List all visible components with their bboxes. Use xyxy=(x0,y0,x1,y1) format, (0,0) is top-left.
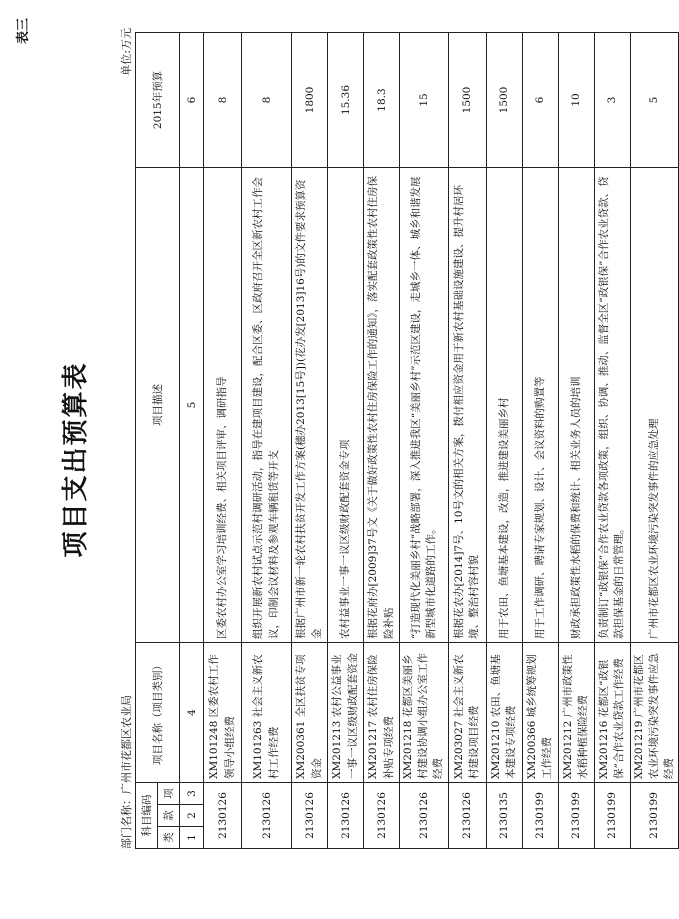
index-xiang: 3 xyxy=(180,782,204,804)
budget-cell: 10 xyxy=(558,32,594,167)
index-name: 4 xyxy=(180,642,204,782)
subject-code-cell: 2130126 xyxy=(328,782,364,848)
project-desc-cell: 用于农田、鱼塘基本建设，改造，推进建设美丽乡村 xyxy=(486,167,522,642)
subject-code-cell: 2130199 xyxy=(630,782,679,848)
department-label: 部门名称：广州市花都区农业局 xyxy=(120,695,133,849)
project-desc-cell: 负责制订“政银保”合作农业贷款各项政策，组织、协调、推动、监督全区“政银保”合作农业贷款、贷款担保基金的日常管理。 xyxy=(594,167,630,642)
unit-label: 单位:万元 xyxy=(120,28,133,76)
table-row xyxy=(594,32,630,848)
project-name-cell: XM201219 广州市花都区农业环境污染突发事件应急经费 xyxy=(630,642,679,782)
index-budget: 6 xyxy=(180,32,204,167)
project-desc-cell: 区委农村办公室学习培训经费、相关项目评审、调研指导 xyxy=(204,167,242,642)
subject-code-cell: 2130126 xyxy=(448,782,486,848)
project-name-cell: XM201218 花都区美丽乡村建设协调小组办公室工作经费 xyxy=(400,642,449,782)
table-row xyxy=(522,32,558,848)
subject-code-cell: 2130199 xyxy=(558,782,594,848)
subject-code-cell: 2130126 xyxy=(204,782,242,848)
budget-cell: 3 xyxy=(594,32,630,167)
project-desc-cell: 用于工作调研、聘请专家规划、设计、会议资料的购置等 xyxy=(522,167,558,642)
project-desc-cell: 组织开展新农村试点示范村调研活动，指导在建项目建设，配合区委、区政府召开全区新农村工作会议，印制会议材料及参观车辆租赁等开支 xyxy=(242,167,292,642)
budget-cell: 8 xyxy=(204,32,242,167)
subject-code-cell: 2130135 xyxy=(486,782,522,848)
project-desc-cell: 根据花农办[2014]7号、10号文的相关方案，拨付相应资金用于新农村基础设施建设、提升村居环境、整治村容村貌 xyxy=(448,167,486,642)
index-lei: 1 xyxy=(180,827,204,849)
table-row xyxy=(242,32,292,848)
project-name-cell: XM200366 城乡统筹规划工作经费 xyxy=(522,642,558,782)
subject-code-cell: 2130126 xyxy=(292,782,328,848)
project-desc-cell: “打造现代化美丽乡村”战略部署，深入推进我区“美丽乡村”示范区建设，走城乡一体、城乡和谐发展新型城市化道路的工作。 xyxy=(400,167,449,642)
budget-cell: 8 xyxy=(242,32,292,167)
project-name-cell: XM101248 区委农村工作领导小组经费 xyxy=(204,642,242,782)
subject-code-cell: 2130126 xyxy=(400,782,449,848)
table-row xyxy=(486,32,522,848)
project-name-cell: XM201213 农村公益事业一事一议区级财政配套资金 xyxy=(328,642,364,782)
budget-cell: 1500 xyxy=(448,32,486,167)
project-name-cell: XM201217 农村住房保险补贴专项经费 xyxy=(364,642,400,782)
budget-cell: 1500 xyxy=(486,32,522,167)
table-row xyxy=(292,32,328,848)
budget-cell: 15.36 xyxy=(328,32,364,167)
budget-cell: 15 xyxy=(400,32,449,167)
page-title: 项目支出预算表 xyxy=(61,361,91,558)
project-name-cell: XM201212 广州市政策性水稻种植保险经费 xyxy=(558,642,594,782)
budget-cell: 1800 xyxy=(292,32,328,167)
header-subject-code: 科目编码 xyxy=(136,782,158,848)
project-desc-cell: 广州市花都区农业环境污染突发事件的应急处理 xyxy=(630,167,679,642)
budget-table xyxy=(135,32,679,849)
project-desc-cell: 农村益事业一事一议区级财政配套资金专项 xyxy=(328,167,364,642)
subject-code-cell: 2130199 xyxy=(522,782,558,848)
project-desc-cell: 根据广州市新一轮农村扶贫开发工作方案(穗办2013[15号])(花办发[2013]16号)的文件要求预算资金 xyxy=(292,167,328,642)
project-desc-cell: 财政承担政策性水稻的保费和统计、相关业务人员的培训 xyxy=(558,167,594,642)
table-row xyxy=(204,32,242,848)
project-name-cell: XM203027 社会主义新农村建设项目经费 xyxy=(448,642,486,782)
project-name-cell: XM101263 社会主义新农村工作经费 xyxy=(242,642,292,782)
index-kuan: 2 xyxy=(180,805,204,827)
header-project-name: 项目名称（项目类别） xyxy=(136,642,180,782)
header-xiang: 项 xyxy=(158,782,180,804)
index-desc: 5 xyxy=(180,167,204,642)
project-desc-cell: 根据花府办[2009]37号文《关于做好政策性农村住房保险工作的通知》，落实配套政策性农村住房保险补贴 xyxy=(364,167,400,642)
table-row xyxy=(328,32,364,848)
table-row xyxy=(448,32,486,848)
header-budget: 2015年预算 xyxy=(136,32,180,167)
sheet-number: 表三 xyxy=(16,18,31,45)
header-lei: 类 xyxy=(158,827,180,849)
table-row xyxy=(364,32,400,848)
subject-code-cell: 2130199 xyxy=(594,782,630,848)
budget-cell: 6 xyxy=(522,32,558,167)
subject-code-cell: 2130126 xyxy=(364,782,400,848)
header-kuan: 款 xyxy=(158,805,180,827)
table-row xyxy=(630,32,679,848)
budget-cell: 18.3 xyxy=(364,32,400,167)
project-name-cell: XM200361 全区扶贫专项资金 xyxy=(292,642,328,782)
budget-cell: 5 xyxy=(630,32,679,167)
project-name-cell: XM201216 花都区“政银保”合作农业贷款工作经费 xyxy=(594,642,630,782)
header-project-desc: 项目描述 xyxy=(136,167,180,642)
table-row xyxy=(400,32,449,848)
project-name-cell: XM201210 农田、鱼塘基本建设专项经费 xyxy=(486,642,522,782)
table-row xyxy=(558,32,594,848)
subject-code-cell: 2130126 xyxy=(242,782,292,848)
